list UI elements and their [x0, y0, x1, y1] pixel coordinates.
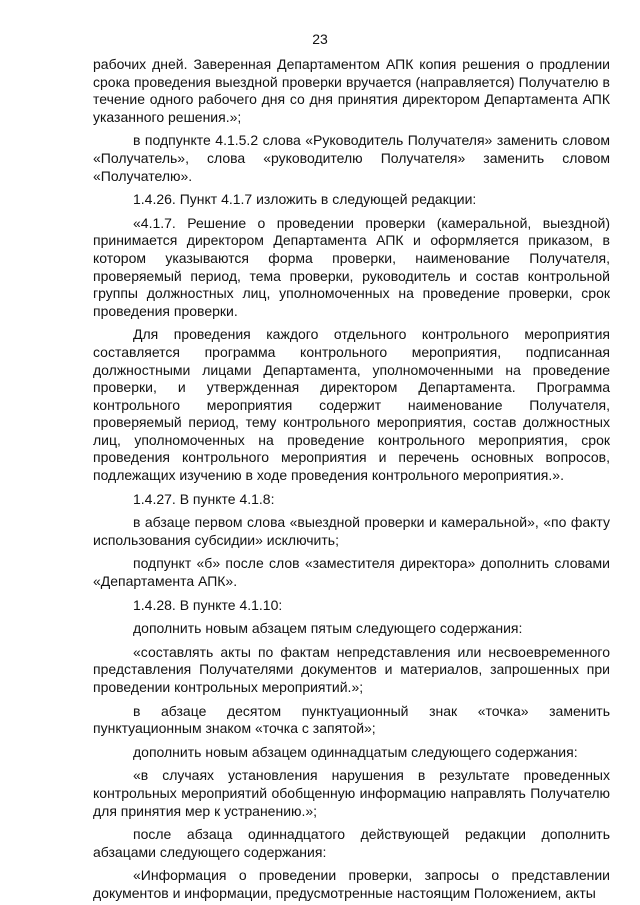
paragraph-4: «4.1.7. Решение о проведении проверки (камеральной, выездной) принимается директором Департамента АПК и оформляется приказом, в котором указываются форма проверки, наименование Получателя, проверяемый период, тема проверки, руководитель и состав контрольной группы должностных лиц, уполномоченных на проведение проверки, срок проведения проверки.: [93, 214, 610, 319]
paragraph-7: в абзаце первом слова «выездной проверки и камеральной», «по факту использования субсидии» исключить;: [93, 514, 610, 548]
paragraph-12: в абзаце десятом пунктуационный знак «точка» заменить пунктуационным знаком «точка с запятой»;: [93, 702, 610, 737]
paragraph-2: в подпункте 4.1.5.2 слова «Руководитель Получателя» заменить словом «Получатель», слова «руководителю Получателя» заменить словом «Получателю».: [93, 132, 610, 184]
document-body: [93, 56, 610, 903]
paragraph-8: подпункт «б» после слов «заместителя директора» дополнить словами «Департамента АПК».: [93, 555, 610, 590]
paragraph-10: дополнить новым абзацем пятым следующего содержания:: [133, 620, 523, 637]
paragraph-14: «в случаях установления нарушения в результате проведенных контрольных мероприятий обобщенную информацию направлять Получателю для принятия мер к устранению.»;: [93, 767, 610, 819]
paragraph-15: после абзаца одиннадцатого действующей редакции дополнить абзацами следующего содержания:: [93, 826, 610, 860]
paragraph-6: 1.4.27. В пункте 4.1.8:: [133, 490, 275, 507]
page-number: 23: [312, 31, 328, 47]
paragraph-3: 1.4.26. Пункт 4.1.7 изложить в следующей редакции:: [133, 191, 477, 208]
paragraph-13: дополнить новым абзацем одиннадцатым следующего содержания:: [133, 743, 578, 760]
paragraph-9: 1.4.28. В пункте 4.1.10:: [133, 596, 283, 613]
paragraph-16: «Информация о проведении проверки, запросы о представлении документов и информации, предусмотренные настоящим Положением, акты: [93, 867, 610, 901]
paragraph-5: Для проведения каждого отдельного контрольного мероприятия составляется программа контрольного мероприятия, подписанная должностными лицами Департамента, уполномоченными на проведение проверки, и утвержденная директором Департамента. Программа контрольного мероприятия содержит наименование Получателя, проверяемый период, тему контрольного мероприятия, состав должностных лиц, уполномоченных на проведение контрольного мероприятия, срок проведения контрольного мероприятия и перечень основных вопросов, подлежащих изучению в ходе проведения контрольного мероприятия.».: [93, 326, 610, 484]
paragraph-11: «составлять акты по фактам непредставления или несвоевременного представления Получателями документов и материалов, запрошенных при проведении контрольных мероприятий.»;: [93, 643, 610, 695]
paragraph-1: рабочих дней. Заверенная Департаментом АПК копия решения о продлении срока проведения выездной проверки вручается (направляется) Получателю в течение одного рабочего дня со дня принятия директором Департамента АПК указанного решения.»;: [93, 56, 610, 125]
